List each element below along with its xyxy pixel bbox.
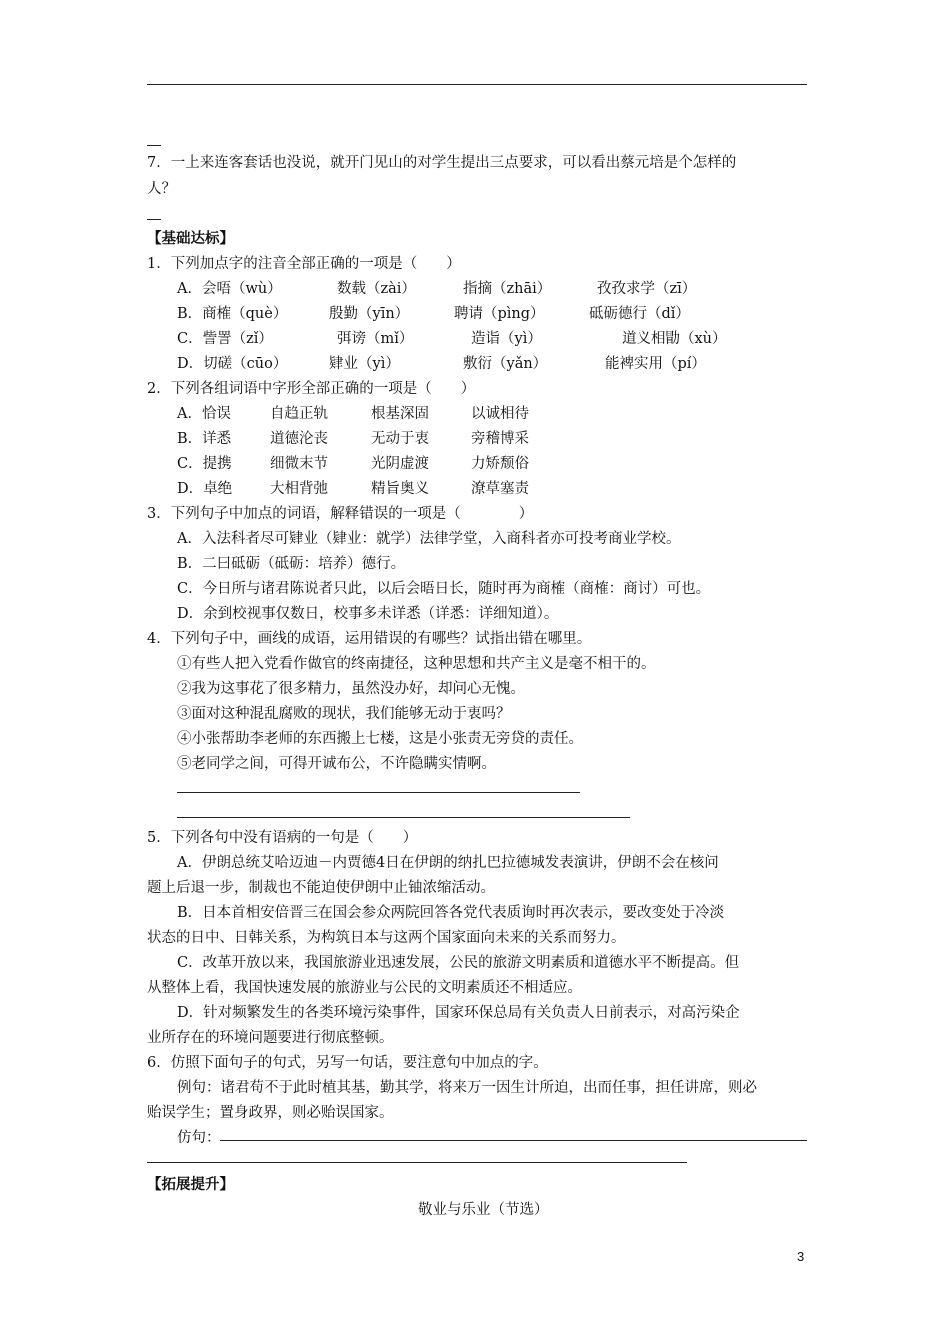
q5-line: 题上后退一步，制裁也不能迫使伊朗中止铀浓缩活动。	[147, 880, 495, 896]
q5-line: 业所存在的环境问题要进行彻底整顿。	[147, 1030, 394, 1046]
q1-c2: 弭谤（mǐ）	[337, 331, 414, 347]
q1-c3: 造诣（yì）	[471, 331, 542, 347]
q4-answer-line-1[interactable]	[177, 792, 580, 793]
q6-answer-label: 仿句：	[177, 1130, 221, 1146]
q2-c3: 光阴虚渡	[371, 456, 429, 472]
q1-a2: 数载（zài）	[337, 281, 416, 297]
q2-b2: 道德沦丧	[270, 431, 328, 447]
q4-item-3: ③面对这种混乱腐败的现状，我们能够无动于衷吗？	[177, 706, 511, 722]
q2-b1: B．详悉	[177, 431, 232, 447]
q1-b3: 聘请（pìng）	[454, 306, 545, 322]
q6-answer-line-1[interactable]	[220, 1140, 807, 1141]
passage-title: 敬业与乐业（节选）	[418, 1202, 549, 1218]
q2-stem: 2．下列各组词语中字形全部正确的一项是（ ）	[147, 381, 476, 397]
q1-b1: B．商榷（què）	[177, 306, 288, 322]
q4-item-4: ④小张帮助李老师的东西搬上七楼，这是小张责无旁贷的责任。	[177, 731, 583, 747]
q1-a1: A．会唔（wù）	[177, 281, 282, 297]
q1-c4: 道义相勖（xù）	[622, 331, 727, 347]
q4-item-2: ②我为这事花了很多精力，虽然没办好，却问心无愧。	[177, 681, 525, 697]
q3-stem: 3．下列句子中加点的词语，解释错误的一项是（ ）	[147, 506, 534, 522]
q2-a1: A．恰误	[177, 406, 231, 422]
q7-line1: 7．一上来连客套话也没说，就开门见山的对学生提出三点要求，可以看出蔡元培是个怎样的	[147, 155, 737, 171]
q3-option-a: A．入法科者尽可肄业（肄业：就学）法律学堂，入商科者亦可投考商业学校。	[177, 531, 681, 547]
q2-d3: 精旨奥义	[371, 481, 429, 497]
q4-answer-line-2[interactable]	[177, 817, 630, 818]
q3-option-c: C．今日所与诸君陈说者只此，以后会晤日长，随时再为商榷（商榷：商讨）可也。	[177, 581, 711, 597]
q1-d2: 肄业（yì）	[329, 356, 400, 372]
q3-option-b: B．二曰砥砺（砥砺：培养）德行。	[177, 556, 406, 572]
q5-line: 状态的日中、日韩关系，为构筑日本与这两个国家面向未来的关系而努力。	[147, 930, 626, 946]
section-heading-basic: 【基础达标】	[147, 230, 234, 247]
page-number: 3	[797, 1249, 805, 1264]
q1-d1: D．切磋（cūo）	[177, 356, 288, 372]
answer-stub	[147, 145, 161, 146]
q2-b3: 无动于衷	[371, 431, 429, 447]
q3-option-d: D．余到校视事仅数日，校事多未详悉（详悉：详细知道）。	[177, 606, 559, 622]
q4-item-5: ⑤老同学之间，可得开诚布公，不许隐瞒实情啊。	[177, 756, 496, 772]
top-answer-line	[147, 84, 807, 85]
q2-d2: 大相背弛	[270, 481, 328, 497]
q5-line: 从整体上看，我国快速发展的旅游业与公民的文明素质还不相适应。	[147, 980, 582, 996]
q4-stem: 4．下列句子中，画线的成语，运用错误的有哪些？试指出错在哪里。	[147, 631, 592, 647]
q7-line2: 人？	[147, 181, 176, 197]
q2-d4: 潦草塞责	[471, 481, 529, 497]
q6-example-line1: 例句：诸君苟不于此时植其基，勤其学，将来万一因生计所迫，出而任事，担任讲席，则必	[177, 1080, 757, 1096]
q1-stem: 1．下列加点字的注音全部正确的一项是（ ）	[147, 256, 461, 272]
q1-a4: 孜孜求学（zī）	[597, 281, 697, 297]
q2-c1: C．提携	[177, 456, 232, 472]
section-heading-extension: 【拓展提升】	[147, 1176, 234, 1193]
q5-line: A．伊朗总统艾哈迈迪－内贾德4日在伊朗的纳扎巴拉德城发表演讲，伊朗不会在核问	[177, 855, 719, 871]
q2-a4: 以诚相待	[471, 406, 529, 422]
q6-stem: 6．仿照下面句子的句式，另写一句话，要注意句中加点的字。	[147, 1055, 548, 1071]
q6-example-line2: 贻误学生；置身政界，则必贻误国家。	[147, 1105, 394, 1121]
q1-d3: 敷衍（yǎn）	[463, 356, 548, 372]
q2-a3: 根基深固	[371, 406, 429, 422]
q5-stem: 5．下列各句中没有语病的一句是（ ）	[147, 830, 418, 846]
q2-b4: 旁稽博采	[471, 431, 529, 447]
q1-b4: 砥砺德行（dǐ）	[589, 306, 690, 322]
q2-a2: 自趋正轨	[270, 406, 328, 422]
q1-a3: 指摘（zhāi）	[463, 281, 552, 297]
answer-stub	[147, 219, 161, 220]
q2-d1: D．卓绝	[177, 481, 233, 497]
q2-c2: 细微末节	[270, 456, 328, 472]
q5-line: D．针对频繁发生的各类环境污染事件，国家环保总局有关负责人日前表示，对高污染企	[177, 1005, 740, 1021]
q4-item-1: ①有些人把入党看作做官的终南捷径，这种思想和共产主义是毫不相干的。	[177, 656, 656, 672]
q5-line: B．日本首相安倍晋三在国会参众两院回答各党代表质询时再次表示，要改变处于冷淡	[177, 905, 725, 921]
q5-line: C．改革开放以来，我国旅游业迅速发展，公民的旅游文明素质和道德水平不断提高。但	[177, 955, 740, 971]
q1-c1: C．訾詈（zǐ）	[177, 331, 273, 347]
q1-b2: 殷勤（yīn）	[329, 306, 410, 322]
q6-answer-line-2[interactable]	[147, 1162, 687, 1163]
q1-d4: 能裨实用（pí）	[605, 356, 706, 372]
q2-c4: 力矫颓俗	[471, 456, 529, 472]
